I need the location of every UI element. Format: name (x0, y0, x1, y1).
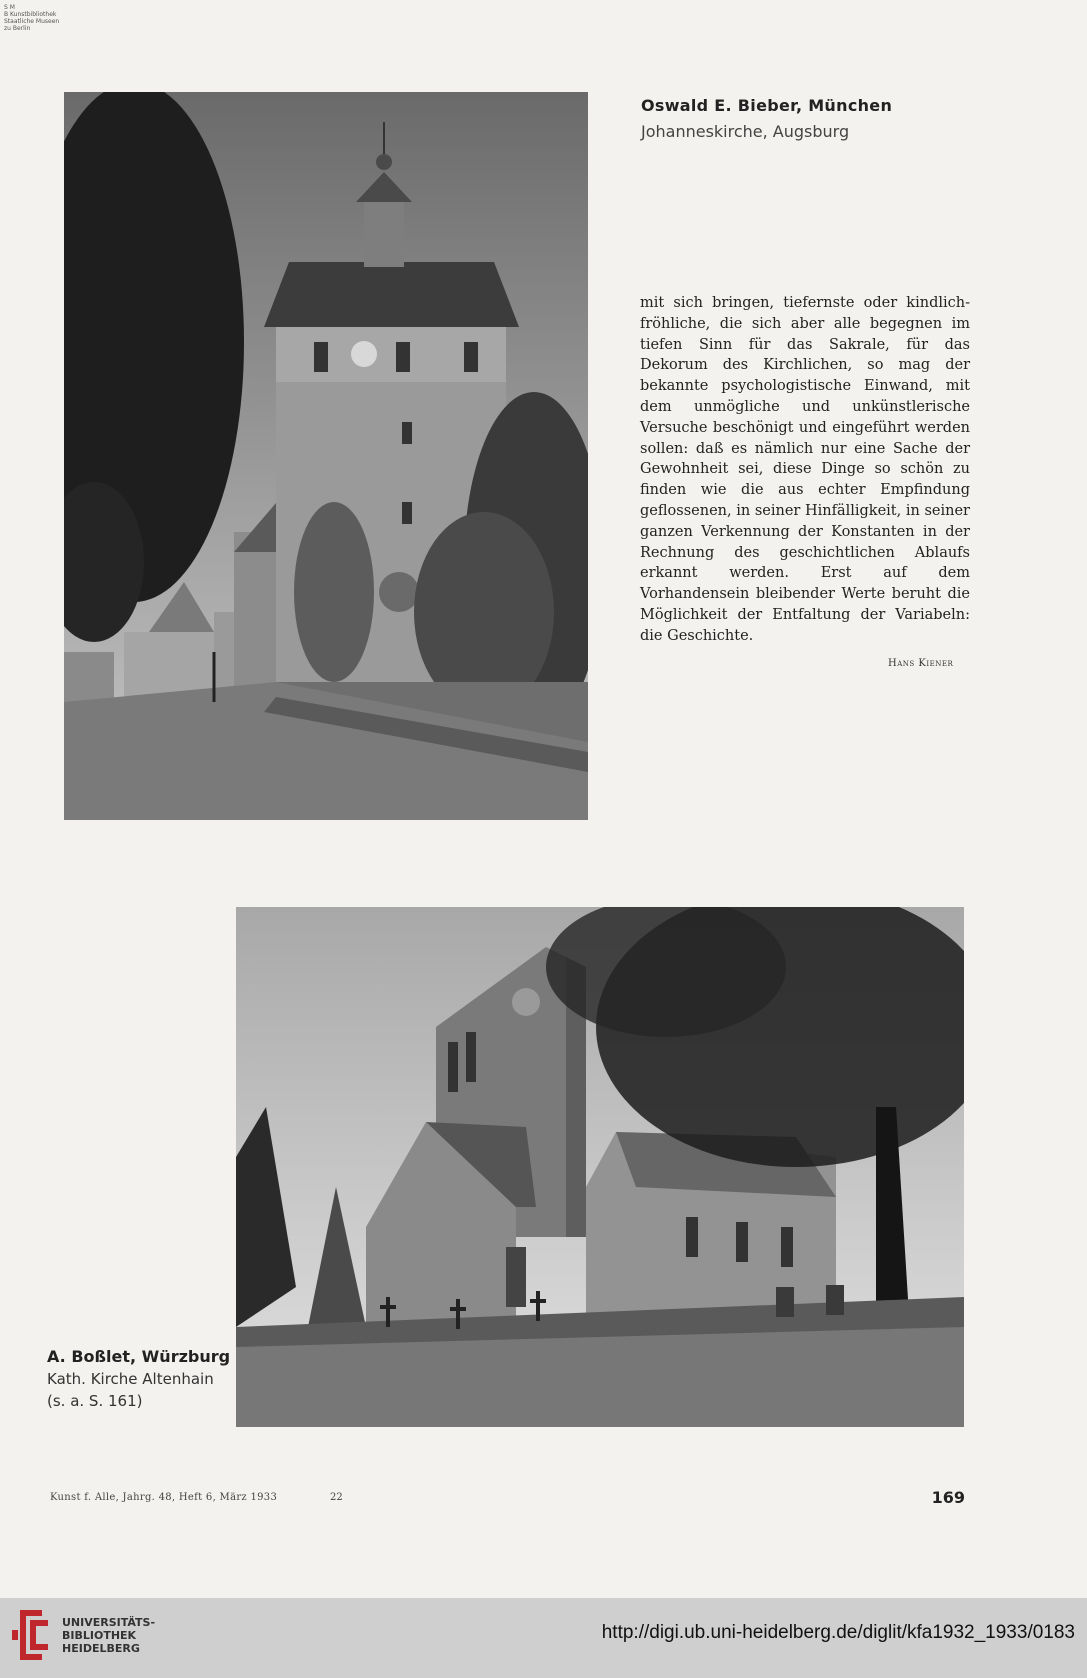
stamp-line: S M (4, 4, 15, 11)
caption-photo-2 (47, 1347, 230, 1410)
photo-johanneskirche-image (64, 92, 588, 820)
digitization-bar (0, 1598, 1087, 1678)
architect-name: A. Boßlet, Würzburg (47, 1347, 231, 1366)
library-logo[interactable] (12, 1608, 155, 1662)
sheet-number: 22 (330, 1492, 343, 1503)
stamp-line: zu Berlin (4, 25, 31, 32)
stamp-line: B Kunstbibliothek (4, 11, 57, 18)
page-number: 169 (931, 1488, 965, 1507)
article-author: Hans Kiener (888, 658, 954, 669)
library-name-line: UNIVERSITÄTS- (62, 1615, 156, 1629)
architect-name: Oswald E. Bieber, München (641, 96, 893, 115)
building-name: Johanneskirche, Augsburg (641, 122, 850, 141)
caption-photo-1 (641, 96, 892, 141)
library-stamp (4, 4, 84, 32)
library-name (62, 1616, 155, 1655)
building-name: Kath. Kirche Altenhain (47, 1370, 214, 1388)
photo-kirche-altenhain (236, 907, 964, 1427)
university-library-logo-icon (12, 1608, 54, 1662)
photo-kirche-altenhain-image (236, 907, 964, 1427)
stamp-line: Staatliche Museen (4, 18, 60, 25)
permalink-url[interactable]: http://digi.ub.uni-heidelberg.de/diglit/kfa1932_1933/0183 (601, 1622, 1075, 1643)
journal-reference: Kunst f. Alle, Jahrg. 48, Heft 6, März 1933 (50, 1492, 278, 1503)
photo-johanneskirche (64, 92, 588, 820)
library-name-line: BIBLIOTHEK (62, 1628, 137, 1642)
article-text: mit sich bringen, tiefernste oder kindlich-fröhliche, die sich aber alle begegnen im tiefen Sinn für das Sakrale, für das Dekorum des Kirchlichen, so mag der bekannte psychologistische Einwand, mit dem unmögliche und unkünstlerische Versuche beschönigt und eingeführt werden sollen: daß es nämlich nur eine Sache der Gewohnheit sei, diese Dinge so schön zu finden wie die aus echter Empfindung geflossenen, in seiner Hinfälligkeit, in seiner ganzen Verkennung der Konstanten in der Rechnung des geschichtlichen Ablaufs erkannt werden. Erst auf dem Vorhandensein bleibender Werte beruht die Möglichkeit der Entfaltung der Variabeln: die Geschichte. (640, 295, 970, 644)
page-reference: (s. a. S. 161) (47, 1392, 143, 1410)
library-name-line: HEIDELBERG (62, 1641, 140, 1655)
